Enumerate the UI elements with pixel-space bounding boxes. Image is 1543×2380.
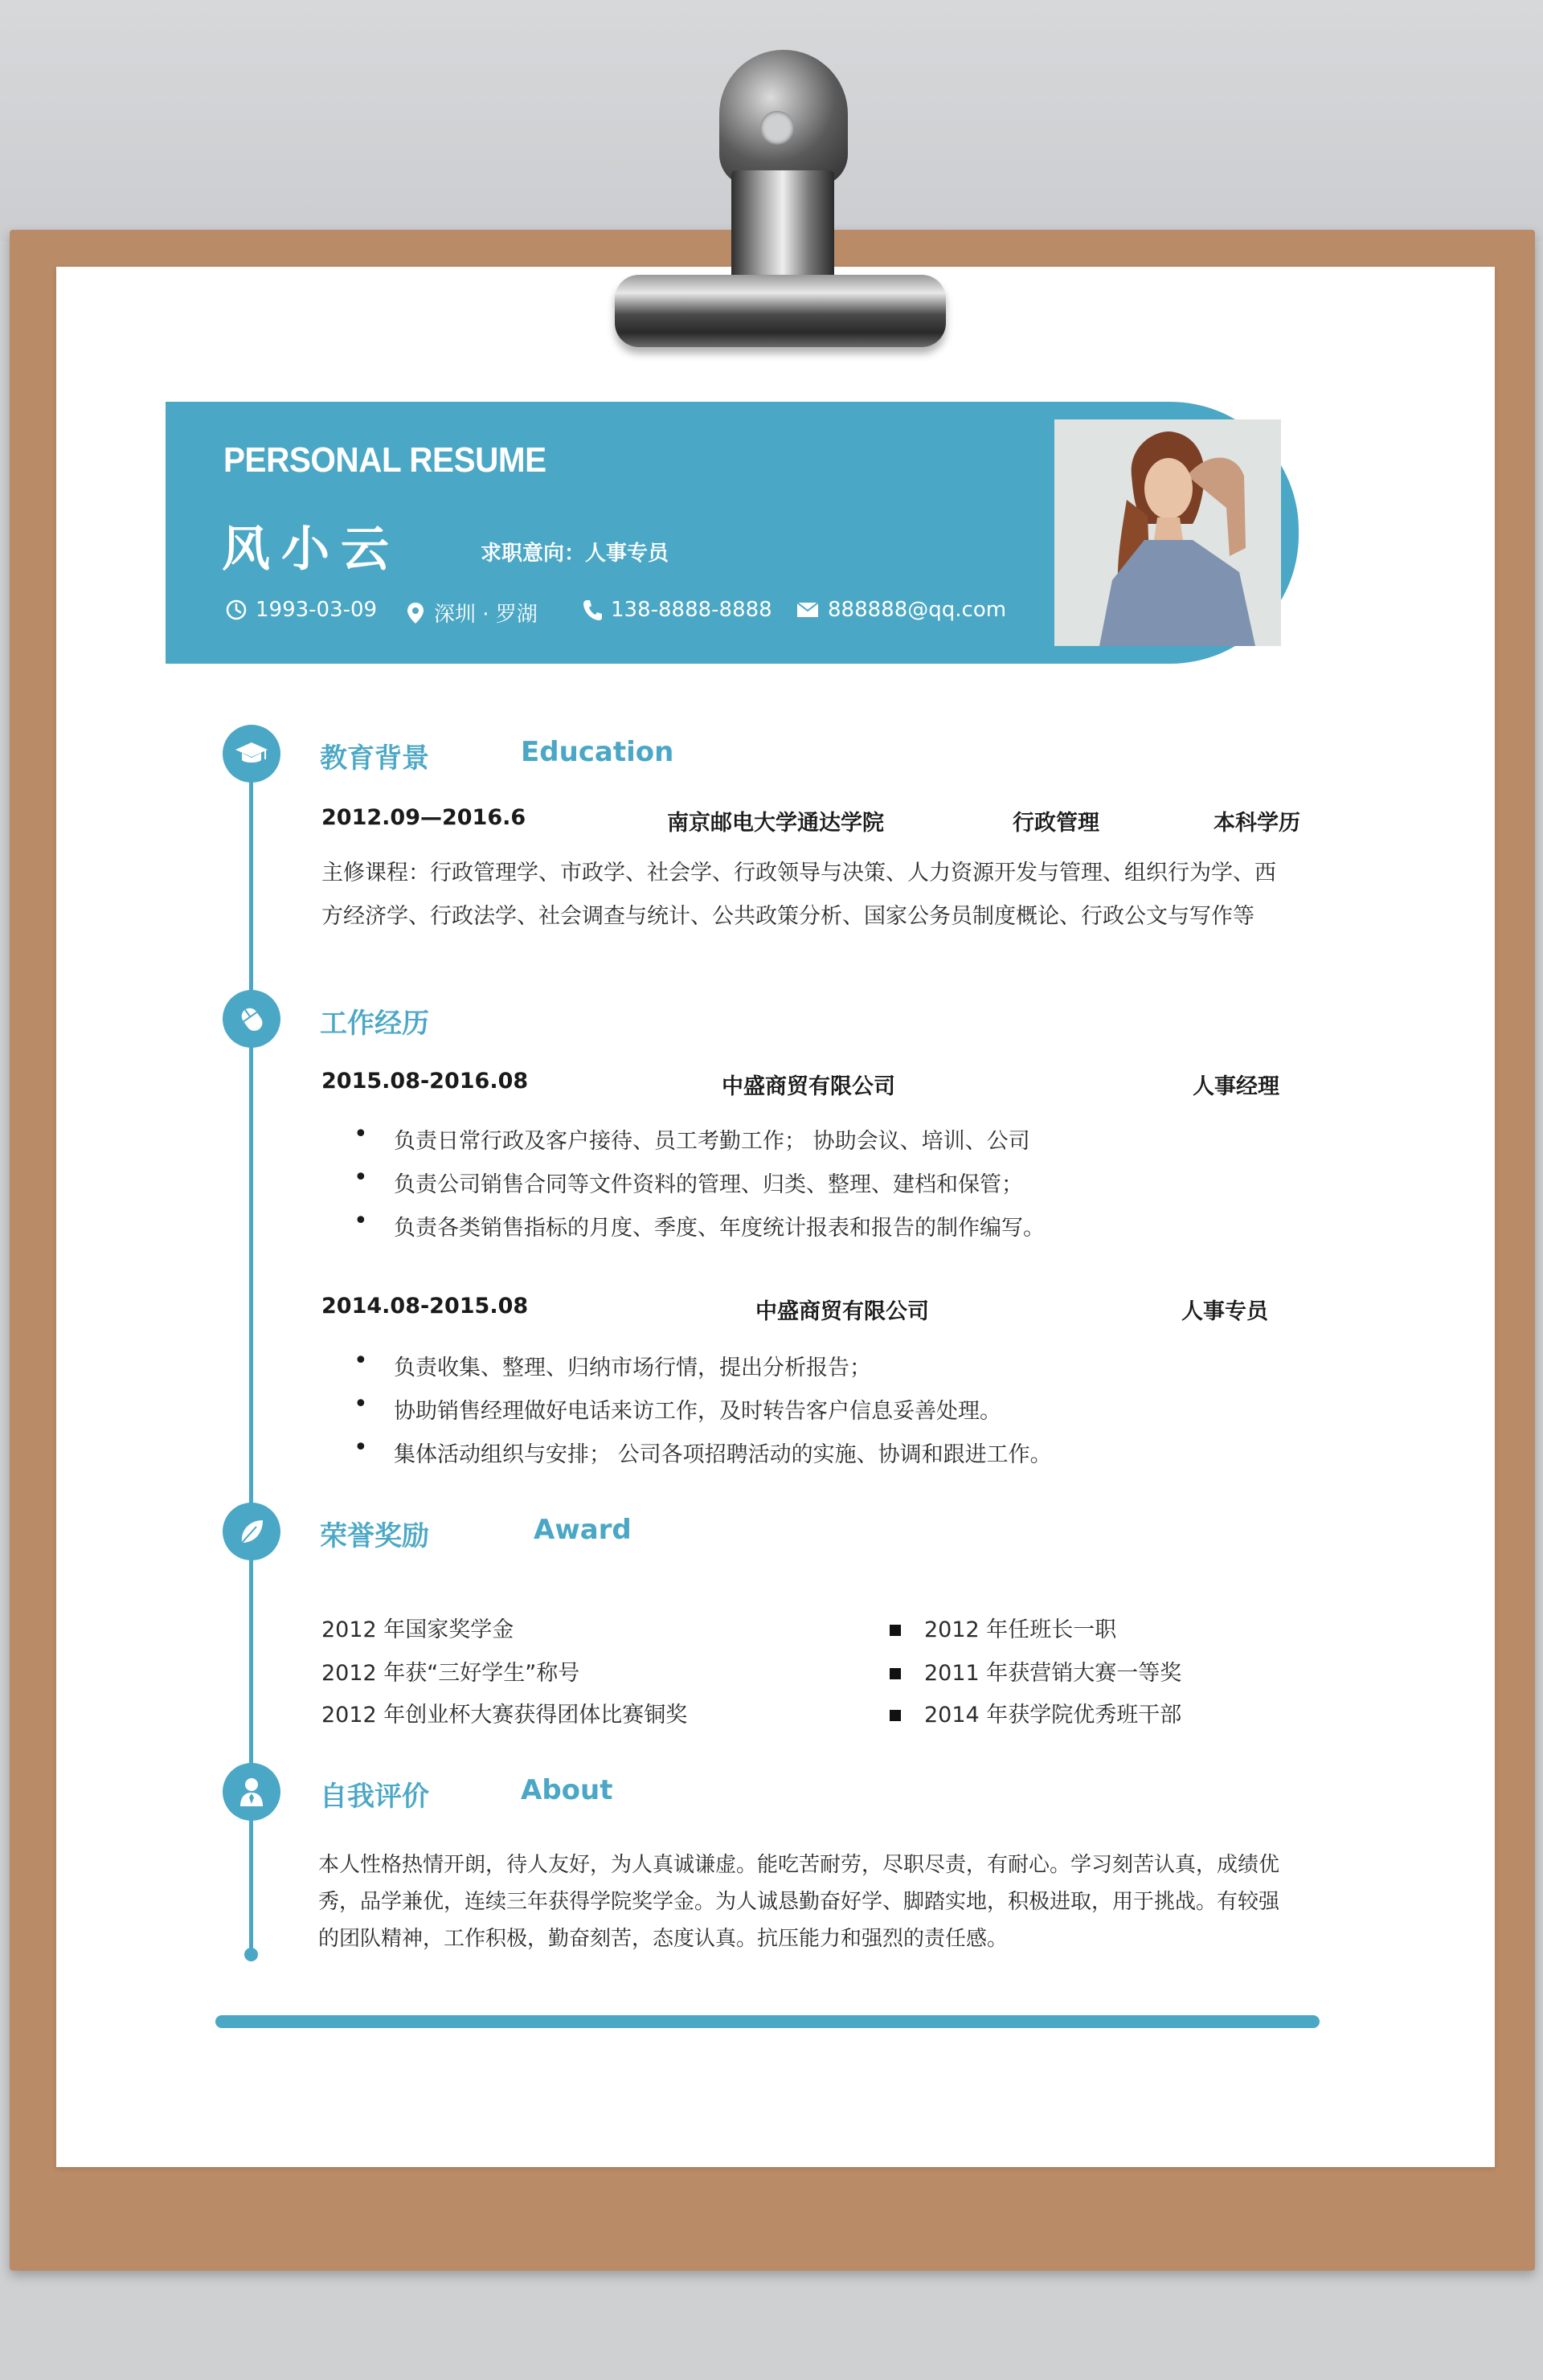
person-icon [237, 1776, 266, 1808]
bullet-dot: • [354, 1207, 368, 1235]
education-title-en: Education [521, 736, 674, 768]
birth-date: 1993-03-09 [256, 598, 378, 622]
job2-company: 中盛商贸有限公司 [755, 1299, 929, 1324]
award-left-1: 2012 年国家奖学金 [321, 1617, 514, 1642]
award-left-3: 2012 年创业杯大赛获得团体比赛铜奖 [321, 1703, 688, 1728]
education-major: 行政管理 [1013, 811, 1099, 836]
award-right-2: 2011 年获营销大赛一等奖 [924, 1661, 1182, 1686]
bullet-dot: • [354, 1120, 368, 1148]
award-title-en: Award [534, 1514, 632, 1546]
job-intent: 求职意向：人事专员 [481, 542, 669, 566]
education-degree: 本科学历 [1214, 811, 1300, 836]
award-title-cn: 荣誉奖励 [320, 1520, 429, 1552]
job1-duty2: 负责公司销售合同等文件资料的管理、归类、整理、建档和保管； [394, 1172, 1023, 1197]
timeline-end-dot [244, 1948, 258, 1961]
contact-birth [225, 598, 377, 622]
square-bullet [890, 1668, 901, 1679]
bottom-accent-bar [215, 2015, 1320, 2028]
about-title-cn: 自我评价 [320, 1781, 429, 1813]
section-icon-work [223, 990, 280, 1048]
binder-clip-stem [731, 170, 834, 291]
leaf-icon [235, 1515, 268, 1548]
contact-location [405, 598, 538, 628]
section-icon-about [223, 1763, 280, 1821]
job1-company: 中盛商贸有限公司 [722, 1074, 895, 1099]
about-line-1: 本人性格热情开朗，待人友好，为人真诚谦虚。能吃苦耐劳，尽职尽责，有耐心。学习刻苦认真，成绩优 [318, 1853, 1280, 1877]
section-icon-award [223, 1503, 280, 1560]
square-bullet [890, 1710, 901, 1721]
education-courses-line2: 方经济学、行政法学、社会调查与统计、公共政策分析、国家公务员制度概论、行政公文与写作等 [321, 904, 1254, 929]
phone-icon [582, 598, 603, 622]
portrait-illustration [1054, 419, 1281, 646]
contact-phone [582, 598, 772, 622]
job2-duty3: 集体活动组织与安排； 公司各项招聘活动的实施、协调和跟进工作。 [394, 1442, 1052, 1467]
binder-clip-hole [760, 111, 794, 145]
education-school: 南京邮电大学通达学院 [667, 811, 884, 836]
location-pin-icon [405, 601, 426, 625]
job1-position: 人事经理 [1193, 1074, 1279, 1099]
education-period: 2012.09—2016.6 [321, 805, 526, 830]
education-courses-line1: 主修课程：行政管理学、市政学、社会学、行政领导与决策、人力资源开发与管理、组织行为学、西 [321, 861, 1276, 885]
square-bullet [890, 1625, 901, 1636]
mail-icon [796, 601, 820, 619]
award-left-2: 2012 年获“三好学生”称号 [321, 1661, 580, 1686]
award-right-3: 2014 年获学院优秀班干部 [924, 1703, 1182, 1728]
job2-period: 2014.08-2015.08 [321, 1294, 529, 1319]
bullet-dot: • [354, 1347, 368, 1375]
mouse-icon [235, 1003, 268, 1035]
about-line-2: 秀，品学兼优，连续三年获得学院奖学金。为人诚恳勤奋好学、脚踏实地，积极进取，用于挑战。有较强 [318, 1890, 1280, 1914]
job2-duty2: 协助销售经理做好电话来访工作，及时转告客户信息妥善处理。 [394, 1399, 1001, 1424]
job1-period: 2015.08-2016.08 [321, 1069, 529, 1094]
about-line-3: 的团队精神，工作积极，勤奋刻苦，态度认真。抗压能力和强烈的责任感。 [318, 1927, 1009, 1951]
graduation-cap-icon [234, 740, 269, 767]
job1-duty1: 负责日常行政及客户接待、员工考勤工作； 协助会议、培训、公司 [394, 1129, 1030, 1154]
email-address: 888888@qq.com [828, 598, 1007, 622]
phone-number: 138-8888-8888 [611, 598, 772, 622]
applicant-name: 风小云 [222, 521, 400, 578]
bullet-dot: • [354, 1433, 368, 1462]
section-icon-education [223, 725, 280, 783]
clock-icon [225, 599, 248, 621]
binder-clip-base [615, 275, 946, 347]
resume-title: PERSONAL RESUME [223, 440, 546, 480]
profile-photo [1054, 419, 1281, 646]
location-text: 深圳 · 罗湖 [434, 603, 538, 627]
about-title-en: About [521, 1774, 613, 1806]
job1-duty3: 负责各类销售指标的月度、季度、年度统计报表和报告的制作编写。 [394, 1216, 1045, 1241]
contact-email [796, 598, 1006, 622]
bullet-dot: • [354, 1163, 368, 1192]
bullet-dot: • [354, 1390, 368, 1418]
work-title-cn: 工作经历 [320, 1008, 429, 1040]
job2-duty1: 负责收集、整理、归纳市场行情，提出分析报告； [394, 1356, 871, 1380]
job2-position: 人事专员 [1181, 1299, 1268, 1324]
award-right-1: 2012 年任班长一职 [924, 1617, 1117, 1642]
education-title-cn: 教育背景 [320, 742, 429, 775]
